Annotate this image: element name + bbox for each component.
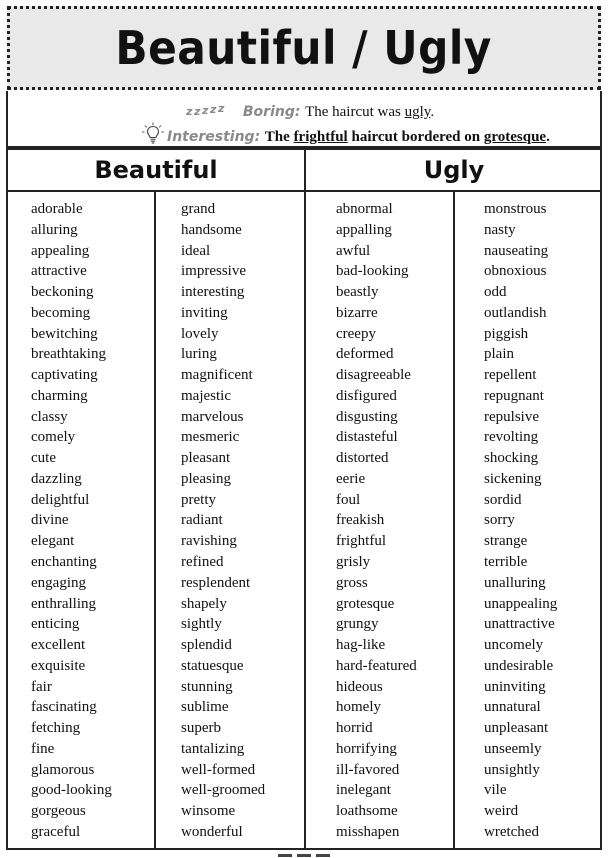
list-item: cute: [31, 450, 56, 467]
list-item: terrible: [484, 554, 528, 571]
list-item: revolting: [484, 429, 539, 446]
beautiful-column-divider: [154, 190, 156, 848]
list-item: excellent: [31, 637, 86, 654]
list-item: eerie: [336, 470, 366, 487]
list-item: fine: [31, 740, 55, 757]
list-item: bad-looking: [336, 263, 409, 280]
list-item: inelegant: [336, 782, 391, 799]
list-item: appealing: [31, 242, 90, 259]
list-item: refined: [181, 554, 224, 571]
list-item: impressive: [181, 263, 246, 280]
list-item: comely: [31, 429, 76, 446]
list-item: repulsive: [484, 408, 539, 425]
list-item: breathtaking: [31, 346, 106, 363]
list-item: horrifying: [336, 740, 397, 757]
list-item: creepy: [336, 325, 376, 342]
list-item: fair: [31, 678, 52, 695]
list-item: sordid: [484, 491, 522, 508]
interesting-sentence: [265, 129, 550, 145]
list-item: exquisite: [31, 657, 86, 674]
interesting-word-1: frightful: [293, 129, 348, 145]
list-item: gross: [336, 574, 368, 591]
list-item: sickening: [484, 470, 542, 487]
list-item: undesirable: [484, 657, 554, 674]
list-item: hideous: [336, 678, 383, 695]
list-item: unnatural: [484, 699, 541, 716]
list-item: frightful: [336, 533, 386, 550]
list-item: deformed: [336, 346, 394, 363]
list-item: ideal: [181, 242, 211, 259]
list-item: nauseating: [484, 242, 549, 259]
list-item: repellent: [484, 367, 537, 384]
list-item: shapely: [181, 595, 227, 612]
list-item: charming: [31, 387, 88, 404]
list-item: shocking: [484, 450, 539, 467]
list-item: fetching: [31, 720, 81, 737]
list-item: unattractive: [484, 616, 555, 633]
list-item: gorgeous: [31, 803, 86, 820]
lightbulb-icon: [141, 122, 165, 150]
list-item: homely: [336, 699, 381, 716]
list-item: magnificent: [181, 367, 253, 384]
list-item: pleasant: [181, 450, 231, 467]
list-item: outlandish: [484, 304, 547, 321]
boring-word: ugly: [404, 104, 431, 120]
list-item: bewitching: [31, 325, 98, 342]
list-item: statuesque: [181, 657, 244, 674]
interesting-prefix: The: [264, 129, 294, 145]
list-item: unalluring: [484, 574, 546, 591]
list-item: engaging: [31, 574, 86, 591]
boring-sentence: [305, 104, 434, 120]
list-item: alluring: [31, 221, 78, 238]
list-item: glamorous: [31, 761, 95, 778]
list-item: beastly: [336, 284, 379, 301]
beautiful-word-list-1: [31, 199, 112, 843]
list-item: sightly: [181, 616, 222, 633]
list-item: enthralling: [31, 595, 96, 612]
list-item: pretty: [181, 491, 216, 508]
list-item: interesting: [181, 284, 245, 301]
list-item: horrid: [336, 720, 373, 737]
list-item: graceful: [31, 823, 81, 840]
list-item: majestic: [181, 387, 231, 404]
ugly-word-list-2: [484, 199, 557, 843]
list-item: unappealing: [484, 595, 558, 612]
list-item: plain: [484, 346, 514, 363]
boring-example: [186, 103, 434, 121]
boring-suffix: .: [430, 104, 435, 120]
list-item: uncomely: [484, 637, 544, 654]
list-item: sorry: [484, 512, 515, 529]
ugly-word-list-1: [336, 199, 417, 843]
list-item: beckoning: [31, 284, 94, 301]
list-item: lovely: [181, 325, 219, 342]
list-item: captivating: [31, 367, 98, 384]
list-item: well-groomed: [181, 782, 266, 799]
list-item: piggish: [484, 325, 529, 342]
list-item: hard-featured: [336, 657, 417, 674]
interesting-example: [141, 122, 550, 150]
list-item: winsome: [181, 803, 236, 820]
list-item: abnormal: [336, 201, 393, 217]
list-item: unseemly: [484, 740, 542, 757]
list-item: inviting: [181, 304, 228, 321]
list-item: classy: [31, 408, 68, 425]
ugly-column-divider: [453, 190, 455, 848]
list-item: grand: [181, 201, 216, 217]
list-item: grotesque: [336, 595, 395, 612]
list-item: vile: [484, 782, 507, 799]
list-item: luring: [181, 346, 217, 363]
list-item: appalling: [336, 221, 392, 238]
list-item: grisly: [336, 554, 371, 571]
list-item: weird: [484, 803, 519, 820]
list-item: obnoxious: [484, 263, 547, 280]
list-item: enticing: [31, 616, 80, 633]
list-item: ravishing: [181, 533, 237, 550]
list-item: enchanting: [31, 554, 97, 571]
svg-text:z: z: [218, 103, 225, 115]
interesting-label: Interesting:: [167, 129, 261, 145]
beautiful-word-list-2: [181, 199, 265, 843]
list-item: disfigured: [336, 387, 397, 404]
list-item: awful: [336, 242, 371, 259]
list-item: wretched: [484, 823, 539, 840]
list-item: ill-favored: [336, 761, 400, 778]
boring-label: Boring:: [242, 104, 301, 120]
page-number-mark: [276, 852, 332, 858]
svg-text:z: z: [186, 105, 193, 117]
zzz-glyph: [186, 104, 239, 120]
list-item: grungy: [336, 616, 379, 633]
list-item: uninviting: [484, 678, 546, 695]
list-item: delightful: [31, 491, 90, 508]
list-item: nasty: [484, 221, 516, 238]
list-item: mesmeric: [181, 429, 240, 446]
list-item: handsome: [181, 221, 242, 238]
list-item: fascinating: [31, 699, 97, 716]
list-item: splendid: [181, 637, 232, 654]
list-item: superb: [181, 720, 221, 737]
list-item: wonderful: [181, 823, 243, 840]
boring-prefix: The haircut was: [305, 104, 405, 120]
word-table: [6, 148, 602, 850]
list-item: bizarre: [336, 304, 378, 321]
list-item: dazzling: [31, 470, 82, 487]
list-item: resplendent: [181, 574, 251, 591]
interesting-word-2: grotesque: [483, 129, 547, 145]
main-divider: [304, 150, 306, 848]
page-title: Beautiful / Ugly: [115, 21, 493, 75]
list-item: unpleasant: [484, 720, 549, 737]
list-item: monstrous: [484, 201, 547, 217]
list-item: distorted: [336, 450, 389, 467]
list-item: marvelous: [181, 408, 244, 425]
list-item: foul: [336, 491, 361, 508]
list-item: loathsome: [336, 803, 398, 820]
list-item: unsightly: [484, 761, 540, 778]
list-item: misshapen: [336, 823, 400, 840]
title-banner: [7, 6, 601, 90]
list-item: distasteful: [336, 429, 398, 446]
ugly-heading: Ugly: [423, 156, 485, 184]
list-item: disgusting: [336, 408, 398, 425]
list-item: stunning: [181, 678, 233, 695]
svg-text:z: z: [202, 104, 209, 117]
list-item: well-formed: [181, 761, 256, 778]
list-item: odd: [484, 284, 507, 301]
list-item: divine: [31, 512, 69, 529]
list-item: elegant: [31, 533, 75, 550]
list-item: freakish: [336, 512, 385, 529]
list-item: becoming: [31, 304, 91, 321]
list-item: strange: [484, 533, 528, 550]
list-item: disagreeable: [336, 367, 411, 384]
interesting-middle: haircut bordered on: [347, 129, 484, 145]
list-item: radiant: [181, 512, 223, 529]
list-item: adorable: [31, 201, 83, 217]
interesting-suffix: .: [546, 129, 550, 145]
beautiful-heading: Beautiful: [94, 156, 218, 184]
list-item: attractive: [31, 263, 87, 280]
list-item: pleasing: [181, 470, 231, 487]
list-item: good-looking: [31, 782, 112, 799]
svg-text:z: z: [194, 105, 201, 117]
svg-text:z: z: [210, 103, 217, 116]
list-item: repugnant: [484, 387, 544, 404]
example-box: [6, 91, 602, 148]
list-item: sublime: [181, 699, 229, 716]
list-item: tantalizing: [181, 740, 245, 757]
list-item: hag-like: [336, 637, 386, 654]
